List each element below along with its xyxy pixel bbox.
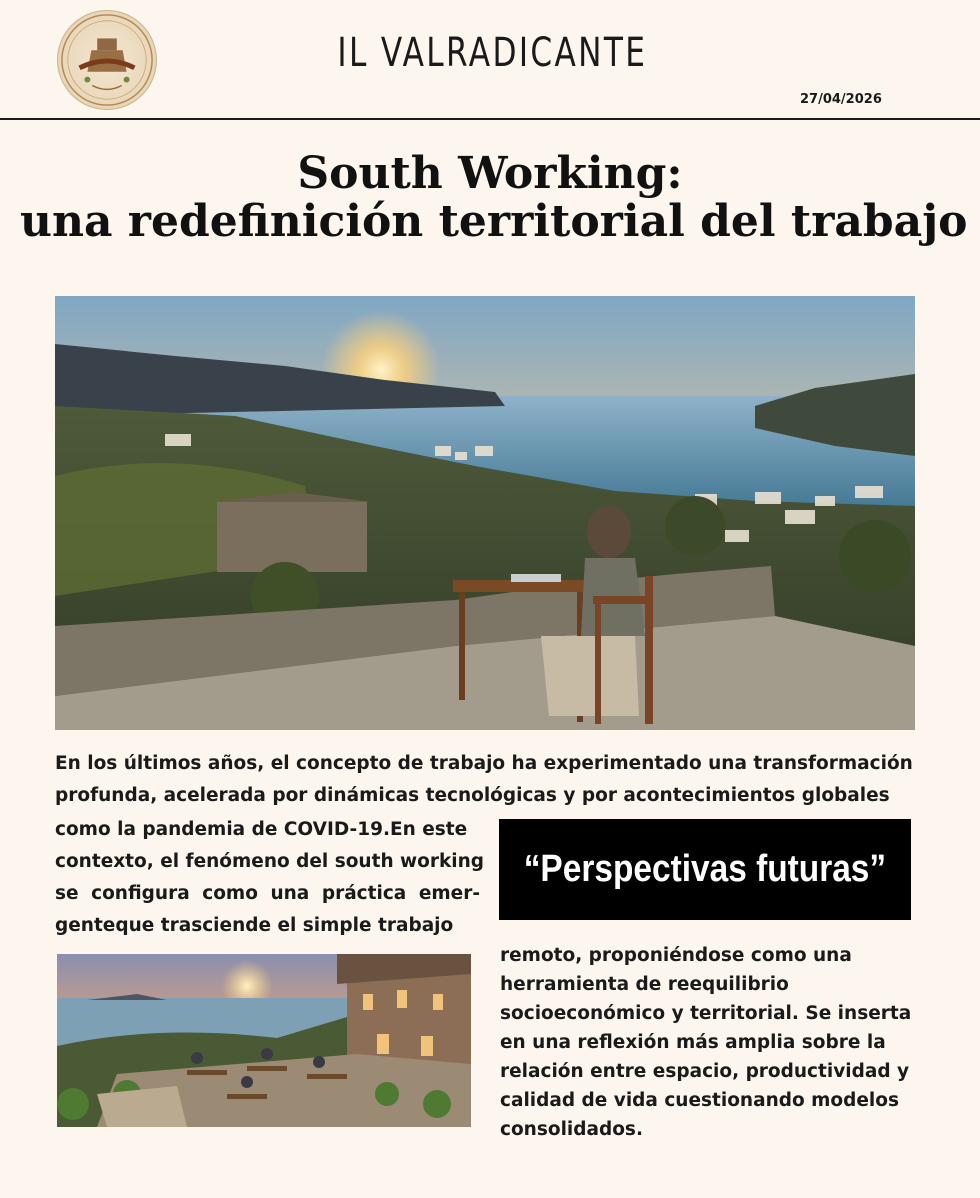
brand-logo <box>57 10 157 110</box>
left-line: se configura como una práctica emer- <box>55 883 480 904</box>
left-line: como la pandemia de COVID-19.En este <box>55 819 468 840</box>
intro-paragraph <box>55 748 935 812</box>
right-line: socioeconómico y territorial. Se inserta <box>500 1003 912 1024</box>
left-column-paragraph <box>55 814 485 942</box>
left-line: genteque trasciende el simple trabajo <box>55 915 454 936</box>
left-line: contexto, el fenómeno del south working <box>55 851 485 872</box>
article-headline <box>20 148 968 247</box>
right-line: en una reflexión más amplia sobre la <box>500 1032 886 1053</box>
right-line: relación entre espacio, productividad y <box>500 1061 910 1082</box>
right-line: herramienta de reequilibrio <box>500 974 789 995</box>
issue-date: 27/04/2026 <box>800 92 882 107</box>
headline-line-1: South Working: <box>297 148 683 199</box>
intro-line: En los últimos años, el concepto de trabajo ha experimentado una transformación <box>55 753 913 774</box>
right-line: consolidados. <box>500 1119 643 1140</box>
masthead-title: IL VALRADICANTE <box>337 30 648 76</box>
right-column-paragraph <box>500 941 920 1144</box>
header-divider <box>0 118 980 120</box>
pull-quote-text: “Perspectivas futuras” <box>523 848 887 890</box>
right-line: calidad de vida cuestionando modelos <box>500 1090 899 1111</box>
headline-line-2: una redefinición territorial del trabajo <box>20 196 968 247</box>
coworking-terrace-photo <box>57 954 471 1127</box>
right-line: remoto, proponiéndose como una <box>500 945 852 966</box>
pull-quote <box>499 819 911 920</box>
hero-photo <box>55 296 915 730</box>
intro-line: profunda, acelerada por dinámicas tecnológicas y por acontecimientos globales <box>55 785 890 806</box>
